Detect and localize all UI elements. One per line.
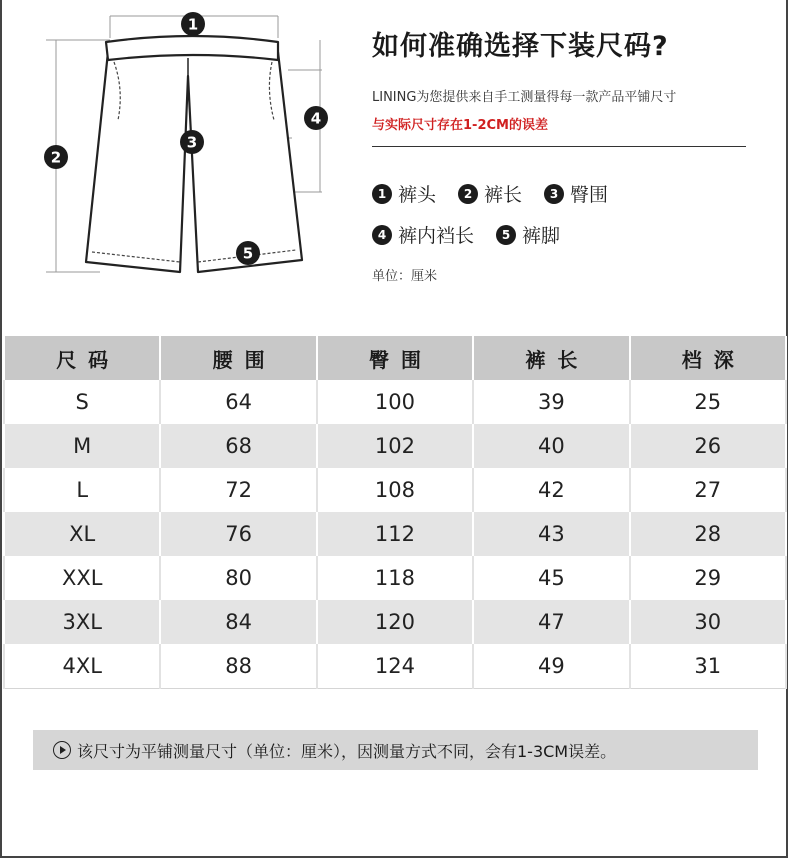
table-cell: M [4, 424, 160, 468]
table-cell: 39 [473, 380, 629, 424]
number-badge-icon: 5 [496, 225, 516, 245]
table-header-row [4, 336, 786, 380]
table-cell: 76 [160, 512, 316, 556]
legend-label: 裤长 [484, 184, 523, 206]
table-cell: 47 [473, 600, 629, 644]
column-header-hip: 臀围 [317, 336, 473, 380]
svg-text:2: 2 [50, 148, 62, 167]
table-row [4, 644, 786, 689]
table-cell: 42 [473, 468, 629, 512]
number-badge-icon: 3 [544, 184, 564, 204]
legend-item-leg-opening [496, 221, 560, 248]
table-cell: 124 [317, 644, 473, 689]
table-cell: 43 [473, 512, 629, 556]
table-cell: 100 [317, 380, 473, 424]
table-cell: 26 [630, 424, 786, 468]
number-badge-icon: 1 [372, 184, 392, 204]
table-cell: XL [4, 512, 160, 556]
table-cell: S [4, 380, 160, 424]
divider [372, 146, 746, 147]
number-badge-icon: 2 [458, 184, 478, 204]
measurement-note [33, 730, 758, 770]
legend-label: 臀围 [570, 184, 609, 206]
svg-text:4: 4 [310, 109, 322, 128]
table-cell: 49 [473, 644, 629, 689]
shorts-measurement-diagram [30, 0, 350, 290]
table-cell: 4XL [4, 644, 160, 689]
marker-5 [236, 241, 260, 265]
column-header-waist: 腰围 [160, 336, 316, 380]
svg-text:1: 1 [187, 15, 199, 34]
play-circle-icon [53, 741, 71, 759]
column-header-rise: 档深 [630, 336, 786, 380]
size-chart-table [3, 336, 787, 689]
table-cell: 88 [160, 644, 316, 689]
page-title: 如何准确选择下装尺码? [372, 31, 669, 62]
marker-1 [181, 12, 205, 36]
table-cell: 84 [160, 600, 316, 644]
legend-label: 裤内裆长 [398, 225, 475, 247]
table-cell: L [4, 468, 160, 512]
table-cell: 102 [317, 424, 473, 468]
legend-item-waistband [372, 180, 436, 207]
legend-label: 裤头 [398, 184, 437, 206]
table-row [4, 600, 786, 644]
number-badge-icon: 4 [372, 225, 392, 245]
table-row [4, 380, 786, 424]
legend-item-hip [544, 180, 608, 207]
column-header-size: 尺码 [4, 336, 160, 380]
table-row [4, 512, 786, 556]
table-cell: 3XL [4, 600, 160, 644]
table-body [4, 380, 786, 689]
column-header-length: 裤长 [473, 336, 629, 380]
table-cell: 80 [160, 556, 316, 600]
table-cell: 31 [630, 644, 786, 689]
table-cell: 72 [160, 468, 316, 512]
table-cell: 108 [317, 468, 473, 512]
marker-2 [44, 145, 68, 169]
table-cell: 118 [317, 556, 473, 600]
table-cell: 120 [317, 600, 473, 644]
table-cell: 28 [630, 512, 786, 556]
table-cell: 25 [630, 380, 786, 424]
marker-4 [304, 106, 328, 130]
table-row [4, 468, 786, 512]
svg-text:5: 5 [242, 244, 254, 263]
table-cell: 68 [160, 424, 316, 468]
table-row [4, 556, 786, 600]
svg-text:3: 3 [186, 133, 198, 152]
unit-label: 单位：厘米 [372, 269, 438, 284]
table-cell: 112 [317, 512, 473, 556]
legend-item-length [458, 180, 522, 207]
warning-text: 与实际尺寸存在1-2CM的误差 [372, 118, 548, 133]
table-cell: 64 [160, 380, 316, 424]
table-cell: 45 [473, 556, 629, 600]
marker-3 [180, 130, 204, 154]
table-cell: 30 [630, 600, 786, 644]
description-text: LINING为您提供来自手工测量得每一款产品平铺尺寸 [372, 90, 677, 105]
measurement-legend [372, 180, 752, 262]
legend-label: 裤脚 [522, 225, 561, 247]
table-cell: XXL [4, 556, 160, 600]
table-cell: 40 [473, 424, 629, 468]
legend-item-inseam [372, 221, 474, 248]
note-text: 该尺寸为平铺测量尺寸（单位：厘米），因测量方式不同，会有1-3CM误差。 [77, 741, 617, 761]
table-cell: 29 [630, 556, 786, 600]
table-row [4, 424, 786, 468]
table-cell: 27 [630, 468, 786, 512]
